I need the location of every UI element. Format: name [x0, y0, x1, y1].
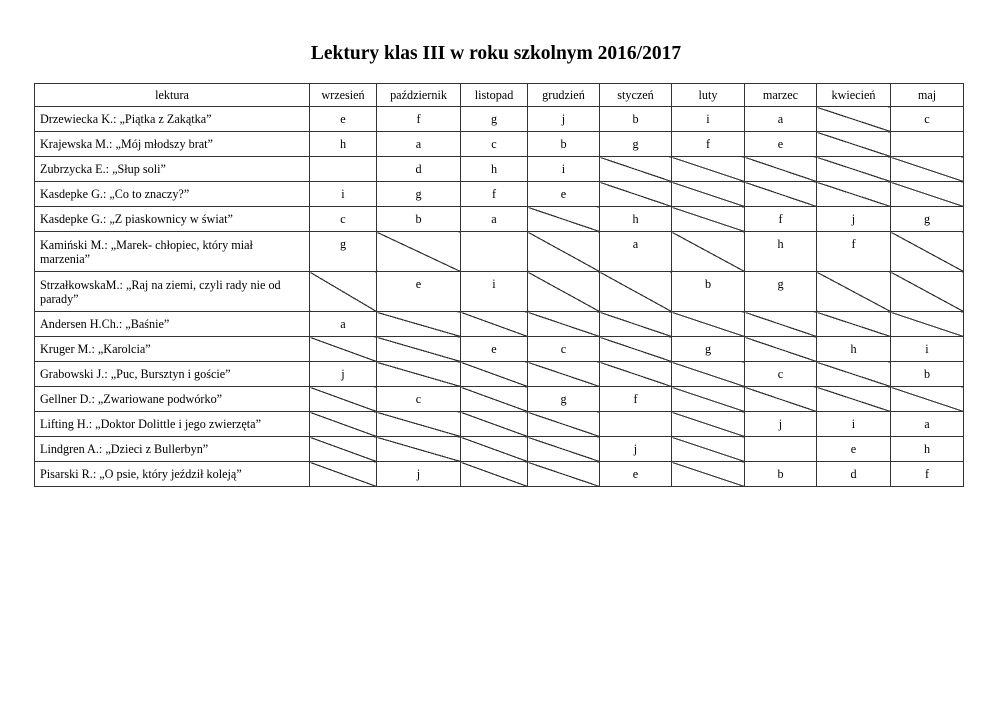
book-title-cell: Drzewiecka K.: „Piątka z Zakątka”: [35, 107, 310, 132]
crossed-out-cell: [600, 157, 672, 182]
column-header-month: kwiecień: [817, 84, 891, 107]
schedule-cell: a: [377, 132, 461, 157]
crossed-out-cell: [528, 462, 600, 487]
schedule-cell: j: [817, 207, 891, 232]
table-header-row: [35, 84, 964, 107]
crossed-out-cell: [461, 437, 528, 462]
schedule-cell: [745, 437, 817, 462]
schedule-cell: b: [528, 132, 600, 157]
schedule-cell: a: [891, 412, 964, 437]
schedule-cell: [461, 232, 528, 272]
schedule-cell: f: [745, 207, 817, 232]
book-title-cell: Lindgren A.: „Dzieci z Bullerbyn”: [35, 437, 310, 462]
schedule-cell: e: [310, 107, 377, 132]
crossed-out-cell: [600, 272, 672, 312]
table-row: [35, 272, 964, 312]
column-header-month: październik: [377, 84, 461, 107]
page-title: Lektury klas III w roku szkolnym 2016/2017: [310, 43, 682, 64]
schedule-cell: e: [377, 272, 461, 312]
crossed-out-cell: [377, 312, 461, 337]
crossed-out-cell: [817, 157, 891, 182]
book-title-cell: Kasdepke G.: „Z piaskownicy w świat”: [35, 207, 310, 232]
crossed-out-cell: [745, 312, 817, 337]
crossed-out-cell: [672, 462, 745, 487]
schedule-cell: i: [891, 337, 964, 362]
crossed-out-cell: [600, 337, 672, 362]
crossed-out-cell: [310, 272, 377, 312]
crossed-out-cell: [817, 387, 891, 412]
book-title-cell: Andersen H.Ch.: „Baśnie”: [35, 312, 310, 337]
schedule-cell: b: [891, 362, 964, 387]
crossed-out-cell: [672, 312, 745, 337]
schedule-cell: [600, 412, 672, 437]
schedule-cell: c: [310, 207, 377, 232]
crossed-out-cell: [891, 232, 964, 272]
schedule-cell: f: [461, 182, 528, 207]
schedule-cell: a: [461, 207, 528, 232]
table-row: [35, 362, 964, 387]
book-title-cell: Kruger M.: „Karolcia”: [35, 337, 310, 362]
schedule-cell: g: [600, 132, 672, 157]
table-row: [35, 207, 964, 232]
schedule-cell: i: [528, 157, 600, 182]
column-header-month: listopad: [461, 84, 528, 107]
crossed-out-cell: [461, 362, 528, 387]
schedule-cell: g: [528, 387, 600, 412]
schedule-cell: [891, 132, 964, 157]
column-header-month: wrzesień: [310, 84, 377, 107]
schedule-cell: h: [600, 207, 672, 232]
schedule-cell: f: [377, 107, 461, 132]
schedule-cell: a: [600, 232, 672, 272]
crossed-out-cell: [817, 312, 891, 337]
schedule-cell: f: [891, 462, 964, 487]
crossed-out-cell: [672, 157, 745, 182]
crossed-out-cell: [528, 232, 600, 272]
crossed-out-cell: [600, 182, 672, 207]
schedule-cell: g: [377, 182, 461, 207]
schedule-cell: c: [745, 362, 817, 387]
crossed-out-cell: [672, 437, 745, 462]
book-title-cell: Pisarski R.: „O psie, który jeździł koleją”: [35, 462, 310, 487]
schedule-cell: g: [310, 232, 377, 272]
schedule-cell: j: [600, 437, 672, 462]
crossed-out-cell: [528, 412, 600, 437]
crossed-out-cell: [528, 272, 600, 312]
schedule-cell: h: [817, 337, 891, 362]
table-row: [35, 412, 964, 437]
column-header-month: grudzień: [528, 84, 600, 107]
crossed-out-cell: [528, 362, 600, 387]
schedule-cell: c: [891, 107, 964, 132]
crossed-out-cell: [891, 272, 964, 312]
schedule-cell: i: [461, 272, 528, 312]
schedule-cell: c: [528, 337, 600, 362]
schedule-cell: e: [528, 182, 600, 207]
schedule-cell: d: [817, 462, 891, 487]
crossed-out-cell: [377, 232, 461, 272]
book-title-cell: Lifting H.: „Doktor Dolittle i jego zwierzęta”: [35, 412, 310, 437]
table-row: [35, 232, 964, 272]
schedule-cell: f: [672, 132, 745, 157]
schedule-cell: h: [461, 157, 528, 182]
crossed-out-cell: [672, 232, 745, 272]
schedule-cell: h: [745, 232, 817, 272]
crossed-out-cell: [817, 362, 891, 387]
crossed-out-cell: [528, 437, 600, 462]
schedule-cell: g: [672, 337, 745, 362]
book-title-cell: Kamiński M.: „Marek- chłopiec, który miał marzenia”: [35, 232, 310, 272]
schedule-cell: h: [310, 132, 377, 157]
crossed-out-cell: [745, 157, 817, 182]
book-title-cell: Krajewska M.: „Mój młodszy brat”: [35, 132, 310, 157]
crossed-out-cell: [672, 387, 745, 412]
crossed-out-cell: [310, 387, 377, 412]
schedule-cell: e: [600, 462, 672, 487]
schedule-cell: f: [600, 387, 672, 412]
schedule-cell: b: [377, 207, 461, 232]
crossed-out-cell: [377, 437, 461, 462]
crossed-out-cell: [377, 337, 461, 362]
crossed-out-cell: [817, 132, 891, 157]
table-row: [35, 462, 964, 487]
schedule-cell: c: [461, 132, 528, 157]
column-header-month: luty: [672, 84, 745, 107]
table-row: [35, 107, 964, 132]
schedule-cell: d: [377, 157, 461, 182]
column-header-month: marzec: [745, 84, 817, 107]
table-row: [35, 132, 964, 157]
schedule-cell: g: [745, 272, 817, 312]
crossed-out-cell: [891, 157, 964, 182]
crossed-out-cell: [817, 272, 891, 312]
schedule-cell: g: [891, 207, 964, 232]
crossed-out-cell: [461, 462, 528, 487]
schedule-cell: j: [528, 107, 600, 132]
table-row: [35, 182, 964, 207]
schedule-cell: e: [817, 437, 891, 462]
column-header-month: styczeń: [600, 84, 672, 107]
crossed-out-cell: [745, 387, 817, 412]
schedule-cell: f: [817, 232, 891, 272]
schedule-cell: b: [672, 272, 745, 312]
crossed-out-cell: [745, 337, 817, 362]
crossed-out-cell: [461, 387, 528, 412]
schedule-cell: j: [310, 362, 377, 387]
crossed-out-cell: [672, 182, 745, 207]
schedule-cell: j: [377, 462, 461, 487]
crossed-out-cell: [672, 362, 745, 387]
crossed-out-cell: [310, 437, 377, 462]
crossed-out-cell: [891, 312, 964, 337]
crossed-out-cell: [817, 182, 891, 207]
crossed-out-cell: [528, 207, 600, 232]
table-body: [35, 107, 964, 487]
schedule-cell: i: [310, 182, 377, 207]
crossed-out-cell: [672, 207, 745, 232]
crossed-out-cell: [310, 337, 377, 362]
crossed-out-cell: [461, 312, 528, 337]
crossed-out-cell: [891, 182, 964, 207]
schedule-cell: i: [817, 412, 891, 437]
book-title-cell: StrzałkowskaM.: „Raj na ziemi, czyli rady nie od parady”: [35, 272, 310, 312]
crossed-out-cell: [891, 387, 964, 412]
table-row: [35, 312, 964, 337]
crossed-out-cell: [461, 412, 528, 437]
book-title-cell: Zubrzycka E.: „Słup soli”: [35, 157, 310, 182]
column-header-book: lektura: [35, 84, 310, 107]
column-header-month: maj: [891, 84, 964, 107]
crossed-out-cell: [672, 412, 745, 437]
table-row: [35, 157, 964, 182]
crossed-out-cell: [377, 412, 461, 437]
schedule-cell: b: [745, 462, 817, 487]
schedule-cell: h: [891, 437, 964, 462]
book-title-cell: Kasdepke G.: „Co to znaczy?”: [35, 182, 310, 207]
schedule-cell: j: [745, 412, 817, 437]
schedule-cell: i: [672, 107, 745, 132]
book-title-cell: Grabowski J.: „Puc, Bursztyn i goście”: [35, 362, 310, 387]
schedule-cell: b: [600, 107, 672, 132]
crossed-out-cell: [600, 312, 672, 337]
crossed-out-cell: [600, 362, 672, 387]
schedule-cell: a: [745, 107, 817, 132]
schedule-cell: a: [310, 312, 377, 337]
schedule-cell: [310, 157, 377, 182]
table-row: [35, 437, 964, 462]
table-row: [35, 337, 964, 362]
crossed-out-cell: [817, 107, 891, 132]
table-row: [35, 387, 964, 412]
crossed-out-cell: [745, 182, 817, 207]
reading-schedule-table: [34, 83, 964, 487]
crossed-out-cell: [377, 362, 461, 387]
crossed-out-cell: [310, 412, 377, 437]
schedule-cell: c: [377, 387, 461, 412]
schedule-cell: e: [745, 132, 817, 157]
schedule-cell: e: [461, 337, 528, 362]
schedule-cell: g: [461, 107, 528, 132]
book-title-cell: Gellner D.: „Zwariowane podwórko”: [35, 387, 310, 412]
crossed-out-cell: [528, 312, 600, 337]
crossed-out-cell: [310, 462, 377, 487]
